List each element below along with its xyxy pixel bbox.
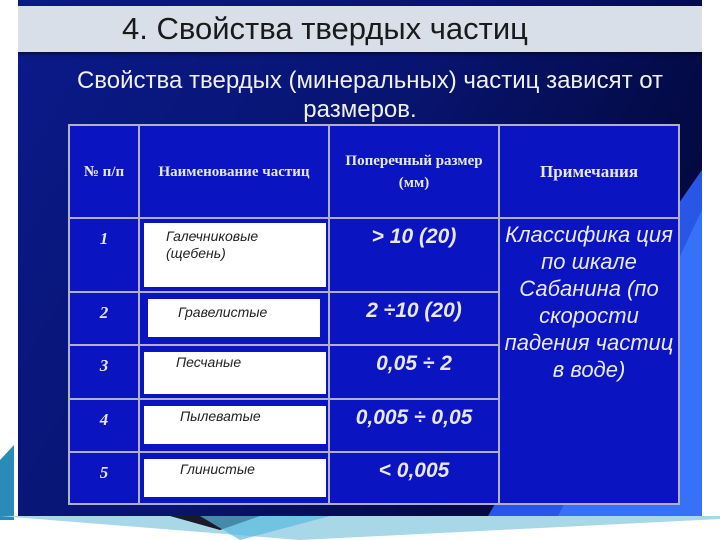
header-name: Наименование частиц	[139, 125, 329, 218]
header-notes: Примечания	[499, 125, 679, 218]
row-size: 0,005 ÷ 0,05	[329, 399, 499, 452]
row-name-box	[144, 223, 326, 287]
row-num: 2	[69, 292, 139, 345]
row-name-cell	[139, 292, 329, 345]
left-edge-decoration	[0, 440, 18, 520]
title-bar	[18, 6, 702, 52]
row-name-cell	[139, 218, 329, 292]
row-num: 4	[69, 399, 139, 452]
table-header-row	[69, 125, 679, 218]
row-name-box	[144, 352, 326, 394]
row-size: < 0,005	[329, 452, 499, 504]
notes-cell: Классифика ция по шкале Сабанина (по скорости падения частиц в воде)	[499, 218, 679, 504]
header-size: Поперечный размер (мм)	[329, 125, 499, 218]
row-name-box	[148, 299, 320, 337]
particles-table	[68, 124, 680, 505]
row-name: Гравелистые	[178, 304, 268, 320]
page-title: 4. Свойства твердых частиц	[122, 11, 528, 46]
row-num: 3	[69, 345, 139, 399]
slide	[18, 0, 702, 516]
row-name: Глинистые	[180, 461, 255, 477]
row-name: Пылеватые	[180, 408, 261, 424]
bottom-swoosh-decoration	[0, 516, 720, 540]
row-num: 5	[69, 452, 139, 504]
row-name: Галечниковые (щебень)	[166, 228, 259, 261]
row-name-cell	[139, 399, 329, 452]
subtitle-line-1: Свойства твердых (минеральных) частиц зависят от	[76, 67, 664, 94]
header-num: № п/п	[69, 125, 139, 218]
row-size: 0,05 ÷ 2	[329, 345, 499, 399]
row-name: Песчаные	[176, 354, 242, 370]
table-row	[69, 218, 679, 292]
row-name-cell	[139, 345, 329, 399]
row-name-cell	[139, 452, 329, 504]
subtitle-line-2: размеров.	[303, 96, 417, 123]
row-name-box	[144, 459, 326, 497]
row-size: 2 ÷10 (20)	[329, 292, 499, 345]
row-name-box	[144, 406, 326, 444]
row-size: > 10 (20)	[329, 218, 499, 292]
row-num: 1	[69, 218, 139, 292]
subtitle	[18, 66, 702, 124]
